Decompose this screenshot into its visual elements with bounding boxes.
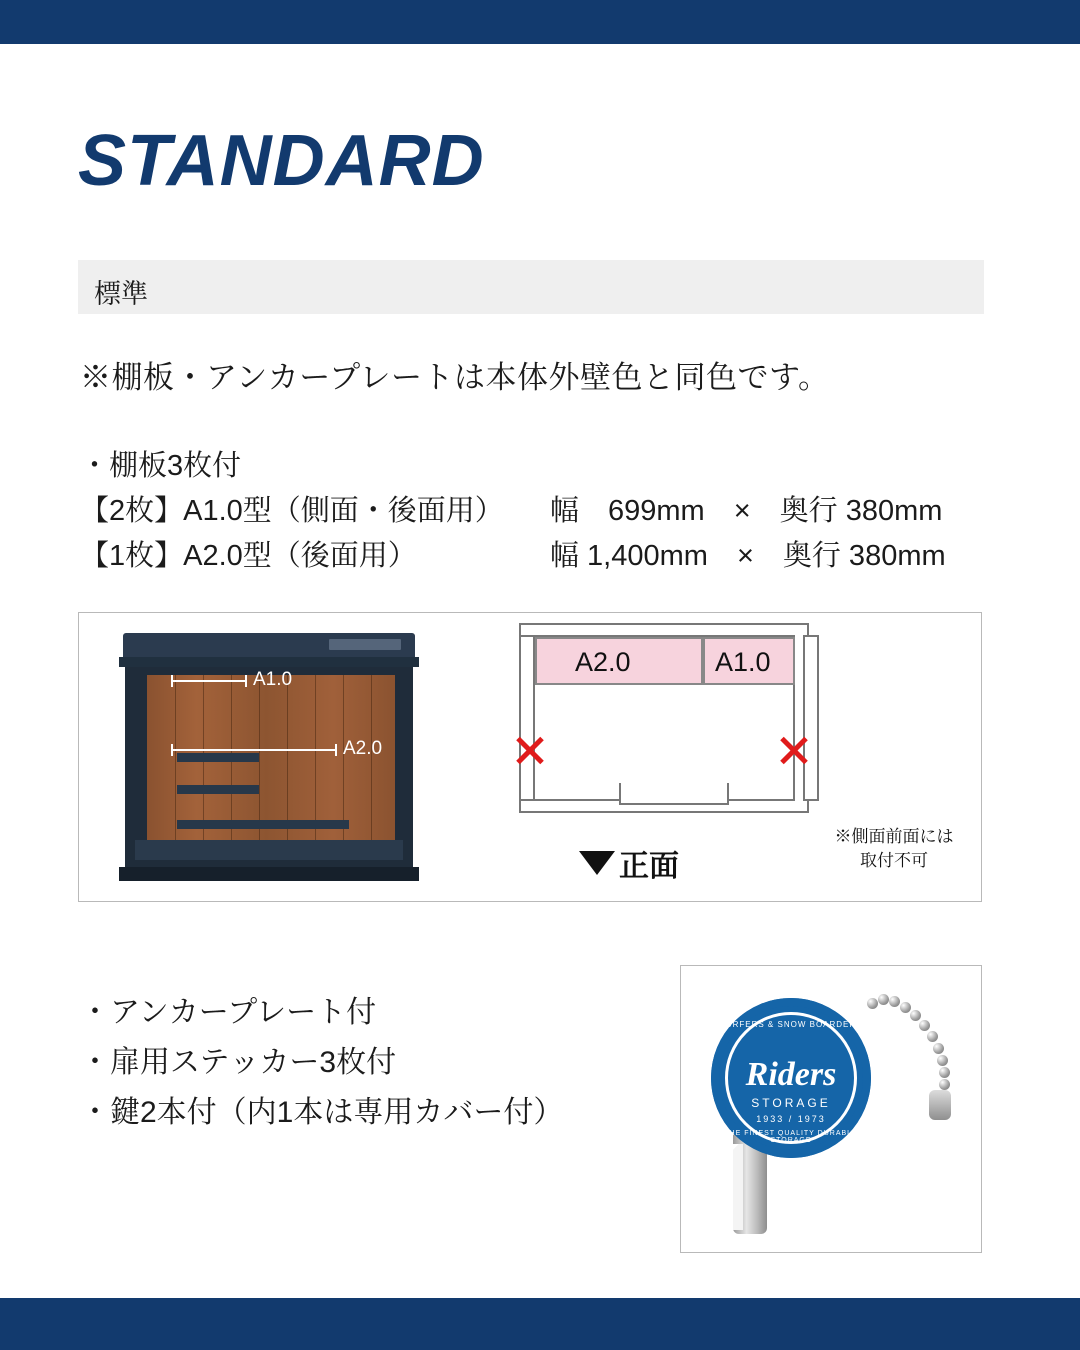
caliper-label-a2: A2.0 [343,738,383,759]
subtitle-text: 標準 [94,279,148,309]
caliper-a2 [171,744,337,756]
plan-side-right [803,635,819,801]
key-fob [711,998,871,1158]
spec-label: 【1枚】A2.0型（後面用） [80,540,417,572]
bottom-list [80,988,563,1138]
shed-body [125,667,413,867]
shed-floor [135,840,403,860]
side-note-line-1: ※側面前面には [834,827,954,846]
spec-row [80,534,946,579]
key-photo-box [680,965,982,1253]
caliper-a1 [171,675,247,687]
shed-base [119,867,419,881]
chain-clasp [929,1090,951,1120]
spec-row [80,444,504,489]
top-band [0,0,1080,44]
x-mark-left-icon [513,733,547,767]
fob-text-main: Riders [745,1056,837,1093]
shed-logo [329,639,401,650]
plan-side-left [519,635,535,801]
fob-text-year: 1933 / 1973 [756,1114,826,1124]
list-item: ・鍵2本付（内1本は専用カバー付） [80,1096,564,1129]
list-item: ・アンカープレート付 [80,996,377,1029]
shed-photo [119,627,419,889]
plan-door-opening [619,783,729,805]
key-teeth [733,1144,743,1230]
fob-text-mid: STORAGE [751,1096,831,1110]
spec-label: 【2枚】A1.0型（側面・後面用） [80,495,504,527]
plan-shelf-a2-label: A2.0 [575,647,631,677]
spec-dimension: 幅 699mm × 奥行 380mm [550,495,943,527]
spec-dimension: 幅 1,400mm × 奥行 380mm [550,540,946,572]
fob-text-bottom: THE FINEST QUALITY DURABLE STORAGE [724,1130,858,1144]
x-mark-right-icon [777,733,811,767]
subtitle-bar [78,260,984,314]
fob-text-top: SURFERS & SNOW BOARDERS [719,1020,863,1029]
shed-roof-lip [119,657,419,667]
side-note [819,825,969,873]
front-label: 正面 [619,850,679,883]
side-note-line-2: 取付不可 [860,851,928,870]
figure-box [78,612,982,902]
bottom-band [0,1298,1080,1350]
spec-row [80,489,943,534]
spec-label: ・棚板3枚付 [80,450,242,482]
front-triangle-icon [579,851,615,875]
caliper-label-a1: A1.0 [253,669,293,690]
list-item: ・扉用ステッカー3枚付 [80,1046,397,1079]
plan-diagram [519,623,819,838]
plan-shelf-a1-label: A1.0 [715,647,771,677]
shelf-a2 [177,820,349,829]
color-note: ※棚板・アンカープレートは本体外壁色と同色です。 [80,360,830,395]
spec-list [80,444,946,579]
bead-chain [867,994,963,1124]
page-title: STANDARD [78,121,485,201]
shelf-a1-lower [177,785,259,794]
